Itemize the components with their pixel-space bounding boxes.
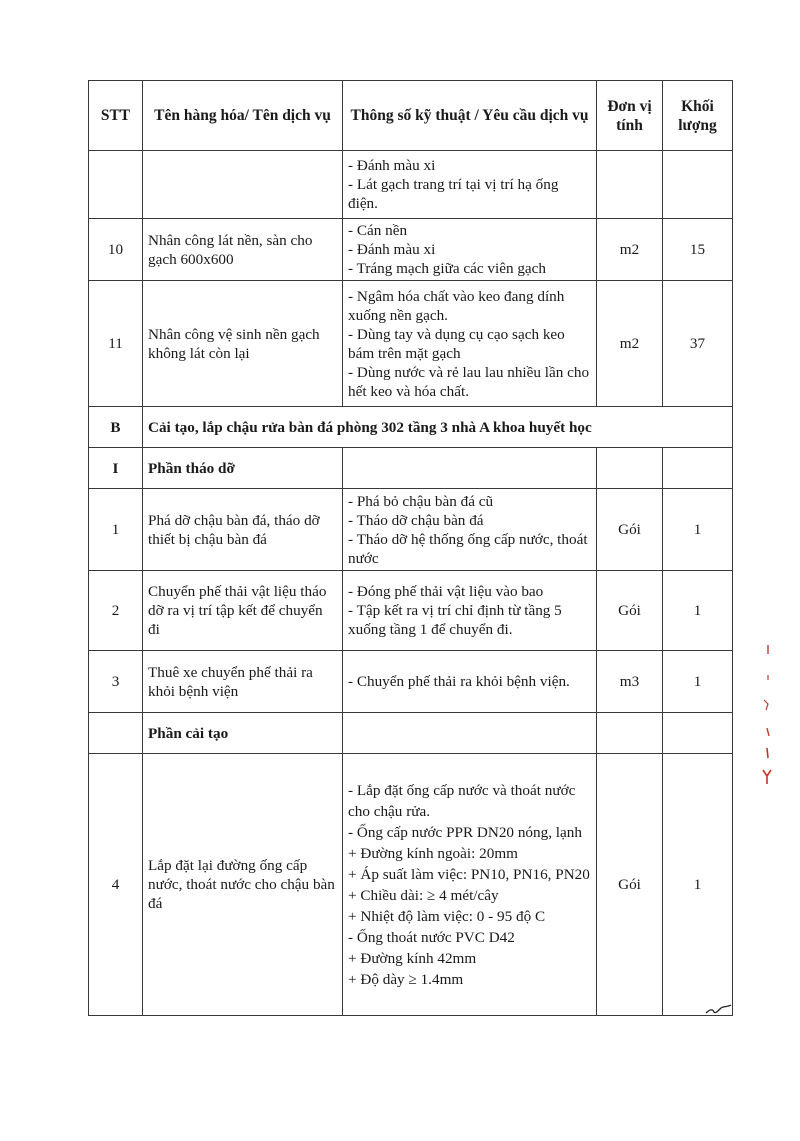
row-unit: m3 (597, 651, 663, 713)
row-qty: 15 (663, 219, 733, 281)
table-row (89, 571, 733, 651)
empty-cell (89, 713, 143, 754)
margin-stamp-marks (758, 640, 778, 790)
row-spec (343, 281, 597, 407)
row-unit: Gói (597, 754, 663, 1016)
spec-line: + Độ dày ≥ 1.4mm (348, 970, 464, 988)
spec-line: - Đánh màu xi (348, 157, 436, 174)
row-unit (597, 151, 663, 219)
spec-table (88, 80, 733, 1016)
spec-line: - Ngâm hóa chất vào keo đang dính xuống nền gạch. (348, 287, 565, 324)
row-spec (343, 219, 597, 281)
header-qty: Khối lượng (663, 81, 733, 151)
header-stt: STT (89, 81, 143, 151)
table-row (89, 151, 733, 219)
row-unit: Gói (597, 571, 663, 651)
row-name: Nhân công vệ sinh nền gạch không lát còn lại (143, 281, 343, 407)
section-ii-title: Phần cải tạo (143, 713, 343, 754)
row-stt: 3 (89, 651, 143, 713)
header-spec: Thông số kỹ thuật / Yêu cầu dịch vụ (343, 81, 597, 151)
table-row (89, 754, 733, 1016)
section-b-stt: B (89, 407, 143, 448)
empty-cell (343, 448, 597, 489)
spec-line: - Dùng nước và rẻ lau lau nhiều lần cho hết keo và hóa chất. (348, 363, 590, 400)
row-unit: m2 (597, 219, 663, 281)
section-b-title: Cải tạo, lắp chậu rửa bàn đá phòng 302 tầng 3 nhà A khoa huyết học (143, 407, 733, 448)
empty-cell (663, 448, 733, 489)
row-qty: 1 (663, 489, 733, 571)
empty-cell (597, 713, 663, 754)
row-qty (663, 151, 733, 219)
spec-line: - Dùng tay và dụng cụ cạo sạch keo bám trên mặt gạch (348, 325, 565, 362)
row-stt: 2 (89, 571, 143, 651)
spec-line: + Đường kính ngoài: 20mm (348, 844, 518, 862)
section-row-i (89, 448, 733, 489)
row-spec (343, 571, 597, 651)
spec-line: + Đường kính 42mm (348, 949, 477, 967)
table-row (89, 651, 733, 713)
spec-line: - Lát gạch trang trí tại vị trí hạ ống điện. (348, 176, 559, 212)
row-name: Lắp đặt lại đường ống cấp nước, thoát nước cho chậu bàn đá (143, 754, 343, 1016)
row-stt: 1 (89, 489, 143, 571)
table-row (89, 219, 733, 281)
spec-line: - Cán nền (348, 222, 408, 239)
table-row (89, 281, 733, 407)
row-stt (89, 151, 143, 219)
row-name: Phá dỡ chậu bàn đá, tháo dỡ thiết bị chậu bàn đá (143, 489, 343, 571)
row-qty: 1 (663, 571, 733, 651)
row-qty: 1 (663, 651, 733, 713)
empty-cell (597, 448, 663, 489)
spec-line: - Ống thoát nước PVC D42 (348, 928, 515, 946)
row-qty: 1 (663, 754, 733, 1016)
spec-line: - Tháo dỡ hệ thống ống cấp nước, thoát nước (348, 530, 588, 567)
section-i-title: Phần tháo dỡ (143, 448, 343, 489)
section-row-ii (89, 713, 733, 754)
spec-line: - Đánh màu xi (348, 241, 436, 258)
spec-line: - Tháo dỡ chậu bàn đá (348, 511, 484, 529)
header-unit: Đơn vị tính (597, 81, 663, 151)
row-name (143, 151, 343, 219)
spec-line: + Áp suất làm việc: PN10, PN16, PN20 (348, 865, 590, 883)
row-spec (343, 754, 597, 1016)
row-name: Thuê xe chuyển phế thải ra khỏi bệnh viện (143, 651, 343, 713)
empty-cell (343, 713, 597, 754)
spec-line: - Đóng phế thải vật liệu vào bao (348, 583, 544, 600)
section-i-stt: I (89, 448, 143, 489)
row-unit: m2 (597, 281, 663, 407)
row-stt: 11 (89, 281, 143, 407)
spec-line: + Nhiệt độ làm việc: 0 - 95 độ C (348, 907, 546, 925)
document-page (88, 80, 732, 1016)
spec-line: - Tráng mạch giữa các viên gạch (348, 260, 547, 277)
row-spec (343, 151, 597, 219)
header-name: Tên hàng hóa/ Tên dịch vụ (143, 81, 343, 151)
section-row-b (89, 407, 733, 448)
row-name: Nhân công lát nền, sàn cho gạch 600x600 (143, 219, 343, 281)
empty-cell (663, 713, 733, 754)
spec-line: - Ống cấp nước PPR DN20 nóng, lạnh (348, 823, 582, 841)
table-row (89, 489, 733, 571)
row-spec (343, 651, 597, 713)
row-spec (343, 489, 597, 571)
spec-line: - Chuyển phế thải ra khỏi bệnh viện. (348, 673, 570, 690)
row-unit: Gói (597, 489, 663, 571)
row-stt: 10 (89, 219, 143, 281)
spec-line: - Phá bỏ chậu bàn đá cũ (348, 492, 494, 510)
spec-line: + Chiều dài: ≥ 4 mét/cây (348, 886, 499, 904)
handwritten-initial (704, 1003, 732, 1017)
row-name: Chuyển phế thải vật liệu tháo dỡ ra vị trí tập kết để chuyển đi (143, 571, 343, 651)
spec-line: - Lắp đặt ống cấp nước và thoát nước cho chậu rửa. (348, 781, 576, 820)
spec-line: - Tập kết ra vị trí chỉ định từ tầng 5 xuống tầng 1 để chuyển đi. (348, 602, 562, 638)
row-stt: 4 (89, 754, 143, 1016)
table-header-row (89, 81, 733, 151)
row-qty: 37 (663, 281, 733, 407)
